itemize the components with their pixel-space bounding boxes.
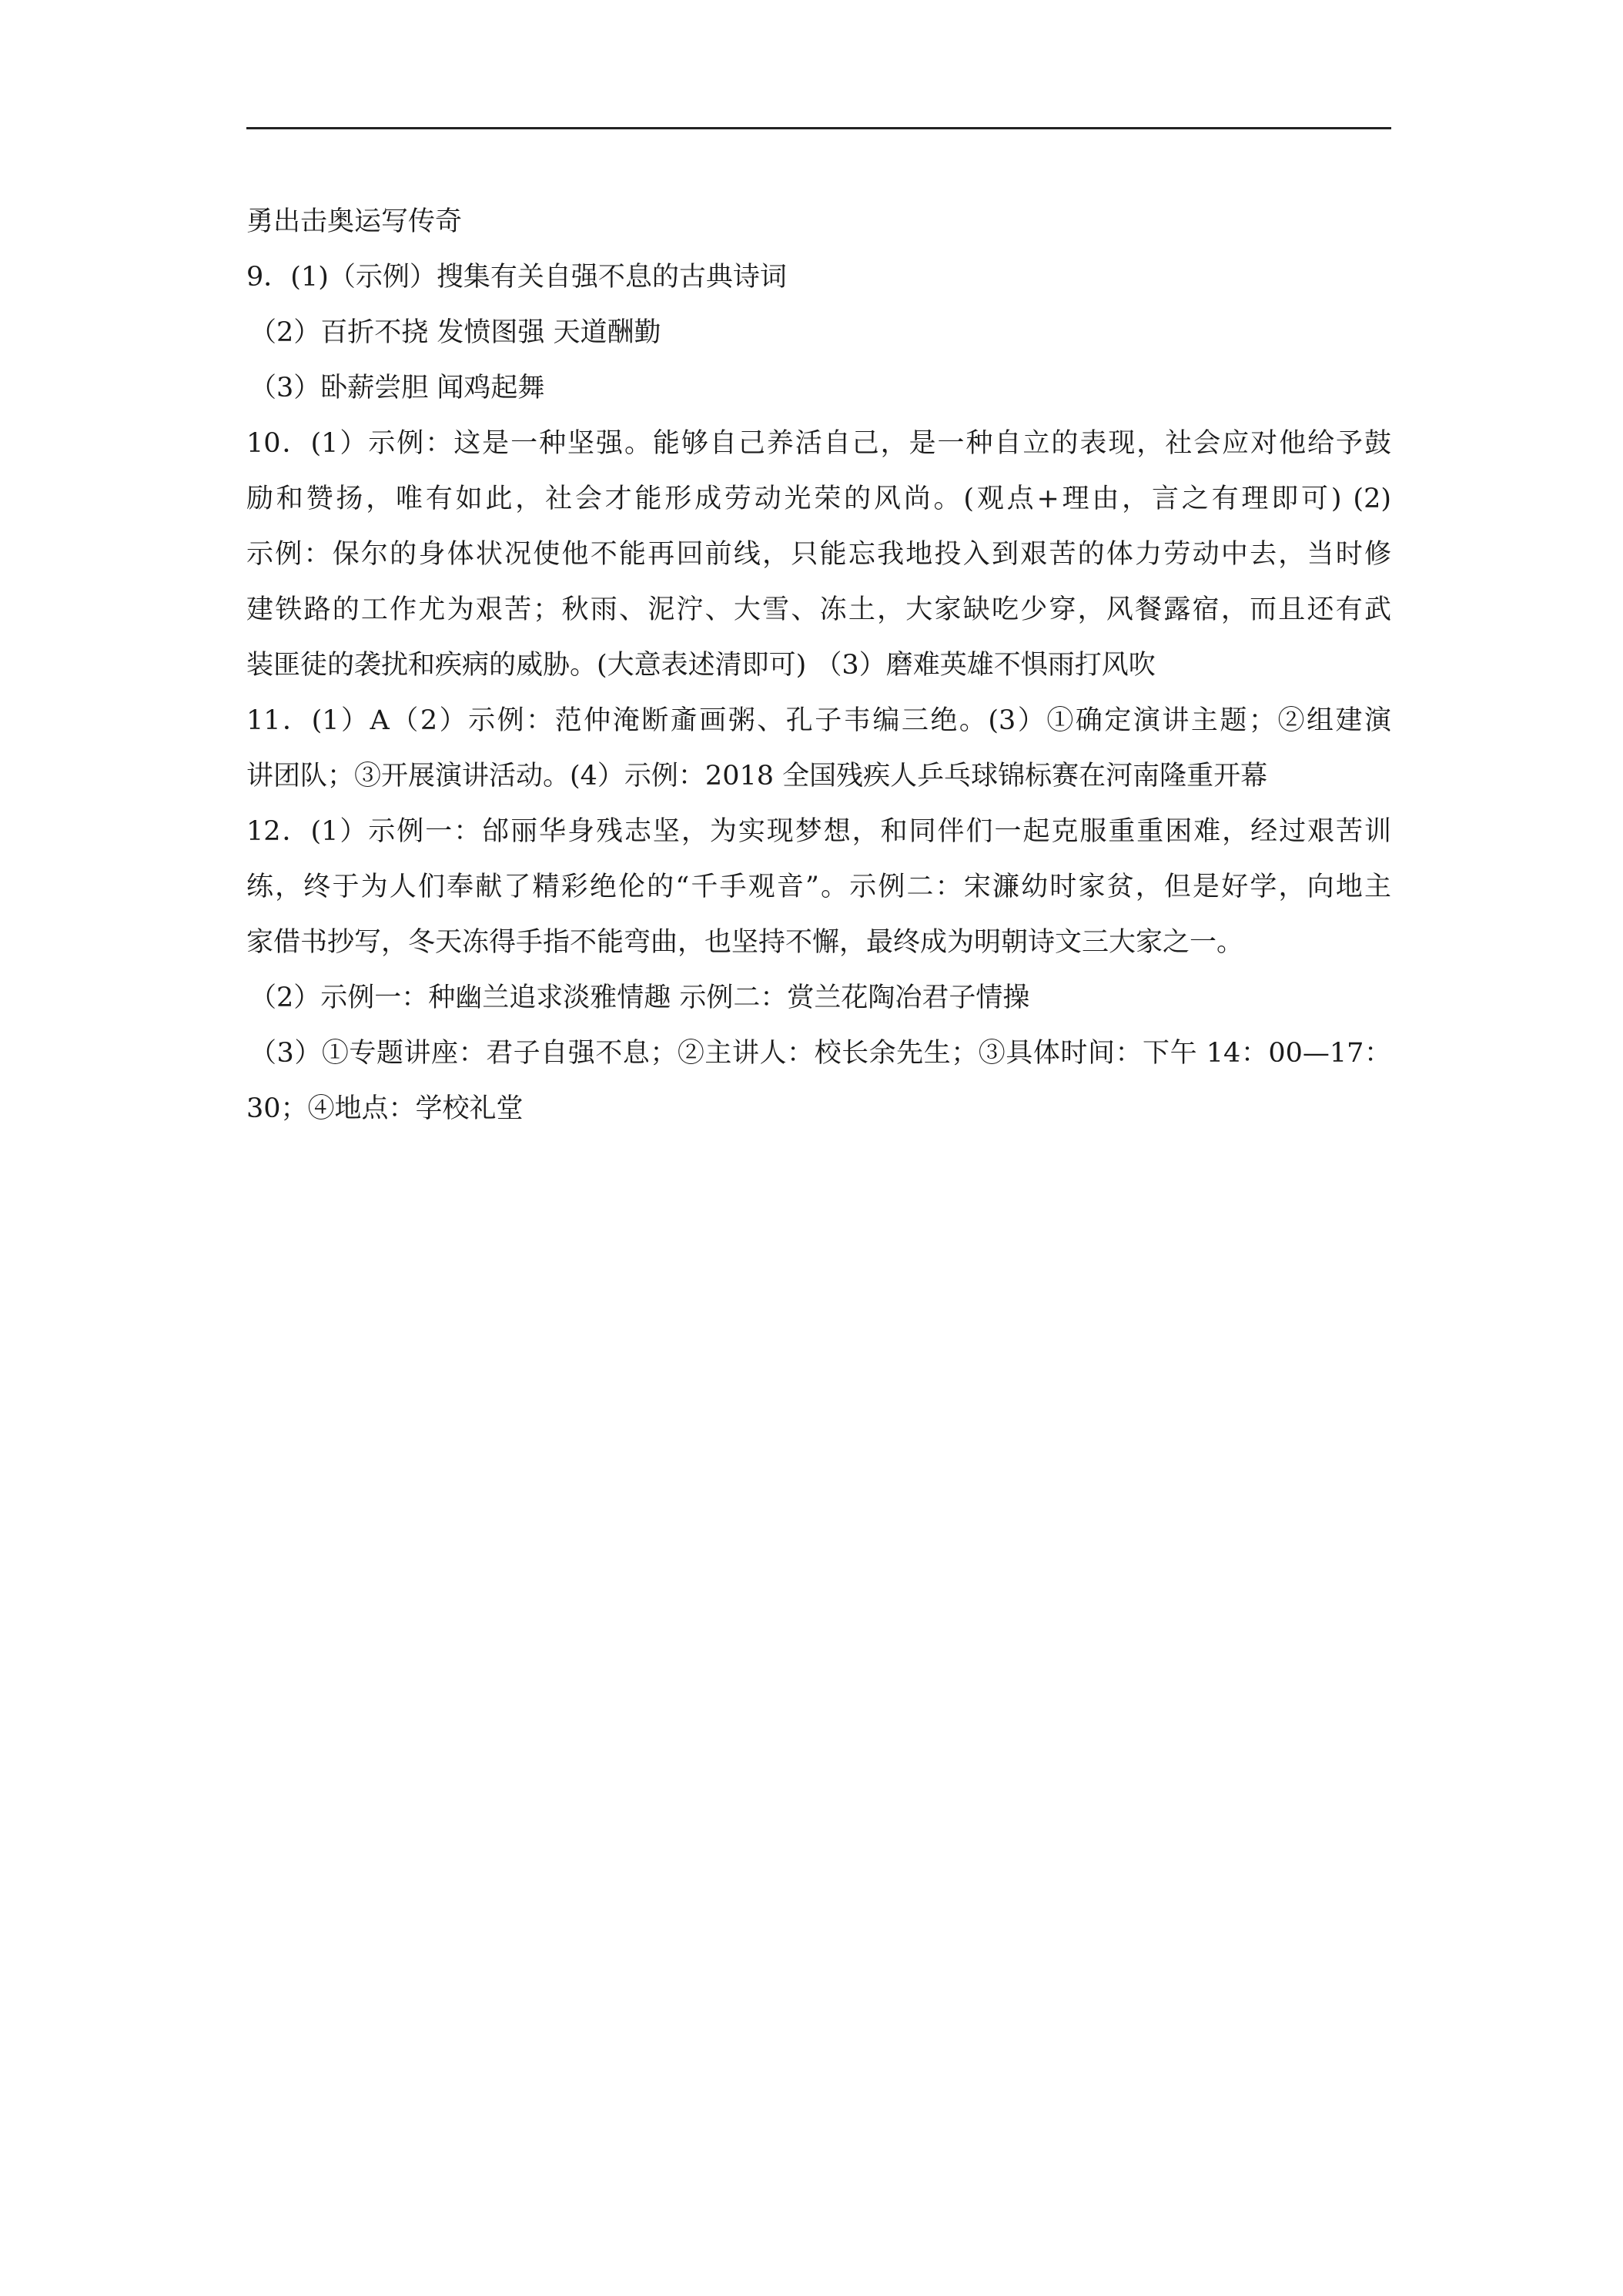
text-line-7: 示例：保尔的身体状况使他不能再回前线，只能忘我地投入到艰苦的体力劳动中去，当时修 [246, 539, 1391, 570]
text-line-11: 讲团队；③开展演讲活动。(4）示例：2018 全国残疾人乒乓球锦标赛在河南隆重开幕 [246, 761, 1268, 792]
text-line-13: 练，终于为人们奉献了精彩绝伦的“千手观音”。示例二：宋濂幼时家贫，但是好学，向地主 [246, 872, 1391, 902]
text-line-12: 12．(1）示例一：邰丽华身残志坚，为实现梦想，和同伴们一起克服重重困难，经过艰苦训 [246, 816, 1391, 847]
text-line-1: 勇出击奥运写传奇 [246, 206, 463, 237]
answer-text-block [246, 194, 1391, 1136]
text-line-5: 10．(1）示例：这是一种坚强。能够自己养活自己，是一种自立的表现，社会应对他给予鼓 [246, 428, 1391, 459]
text-line-8: 建铁路的工作尤为艰苦；秋雨、泥泞、大雪、冻土，大家缺吃少穿，风餐露宿，而且还有武 [246, 594, 1391, 625]
text-line-15: （2）示例一：种幽兰追求淡雅情趣 示例二：赏兰花陶冶君子情操 [249, 982, 1030, 1013]
text-line-3: （2）百折不挠 发愤图强 天道酬勤 [249, 317, 661, 348]
text-line-10: 11．(1）A（2）示例：范仲淹断齑画粥、孔子韦编三绝。(3）①确定演讲主题；②组建演 [246, 705, 1391, 736]
text-line-14: 家借书抄写，冬天冻得手指不能弯曲，也坚持不懈，最终成为明朝诗文三大家之一。 [246, 927, 1244, 958]
text-line-6: 励和赞扬，唯有如此，社会才能形成劳动光荣的风尚。(观点+理由，言之有理即可) (2) [246, 484, 1391, 514]
header-rule [246, 127, 1391, 129]
text-line-9: 装匪徒的袭扰和疾病的威胁。(大意表述清即可) （3）磨难英雄不惧雨打风吹 [246, 650, 1156, 681]
text-line-4: （3）卧薪尝胆 闻鸡起舞 [249, 373, 545, 403]
text-line-16: （3）①专题讲座：君子自强不息；②主讲人：校长余先生；③具体时间：下午 14：00—17： [249, 1038, 1391, 1069]
text-line-2: 9．(1)（示例）搜集有关自强不息的古典诗词 [246, 262, 787, 293]
text-line-17: 30；④地点：学校礼堂 [246, 1093, 524, 1124]
